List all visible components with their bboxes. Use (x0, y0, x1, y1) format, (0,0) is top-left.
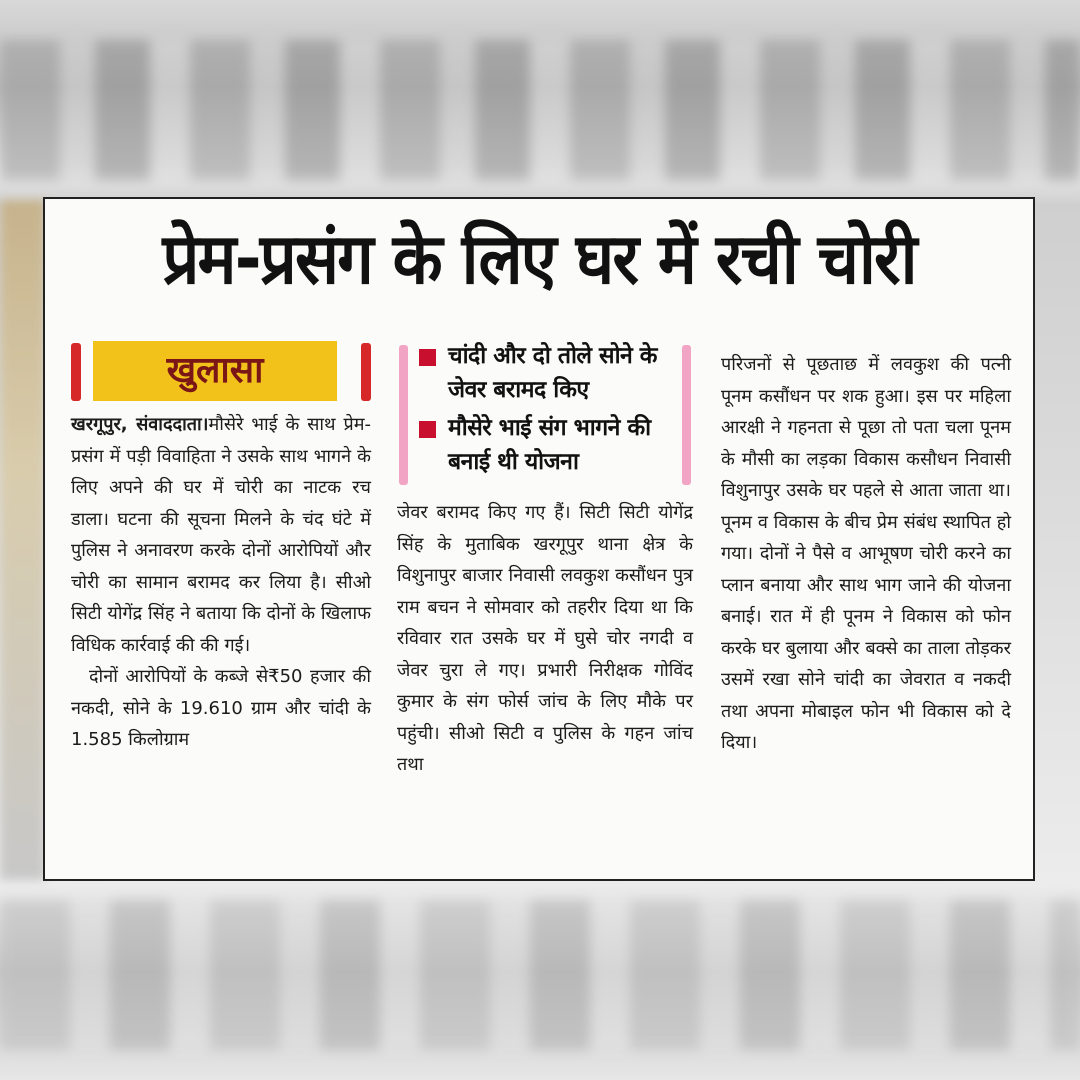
highlight-item (419, 411, 669, 479)
paragraph-text: मौसेरे भाई के साथ प्रेम-प्रसंग में पड़ी विवाहिता ने उसके साथ भागने के लिए अपने की घर में चोरी का नाटक रच डाला। घटना की सूचना मिलने के चंद घंटे में पुलिस ने अनावरण करके दोनों आरोपियों और चोरी का सामान बरामद कर लिया है। सीओ सिटी योगेंद्र सिंह ने बताया कि दोनों के खिलाफ विधिक कार्रवाई की की गई। (71, 414, 371, 656)
blurred-background-left (0, 200, 45, 880)
column-2 (397, 339, 693, 781)
article-paragraph-1 (71, 409, 371, 661)
square-bullet-icon (419, 421, 436, 438)
square-bullet-icon (419, 349, 436, 366)
tag-label: खुलासा (93, 341, 337, 401)
highlight-text: मौसेरे भाई संग भागने की बनाई थी योजना (448, 415, 651, 475)
highlights-box (397, 339, 693, 487)
highlights-list (419, 339, 669, 483)
blurred-background-bottom (0, 900, 1080, 1050)
newspaper-clipping (43, 197, 1035, 881)
highlight-right-bar (682, 345, 691, 485)
column-3 (721, 349, 1011, 759)
highlight-text: चांदी और दो तोले सोने के जेवर बरामद किए (448, 343, 657, 403)
highlight-left-bar (399, 345, 408, 485)
article-paragraph-3: जेवर बरामद किए गए हैं। सिटी सिटी योगेंद्र सिंह के मुताबिक खरगूपुर थाना क्षेत्र के विशुनापुर बाजार निवासी लवकुश कसौंधन पुत्र राम बचन ने सोमवार को तहरीर दिया था कि रविवार रात उसके घर में घुसे चोर नगदी व जेवर चुरा ले गए। प्रभारी निरीक्षक गोविंद कुमार के संग फोर्स जांच के लिए मौके पर पहुंची। सीओ सिटी व पुलिस के गहन जांच तथा (397, 502, 693, 775)
article-paragraph-4: परिजनों से पूछताछ में लवकुश की पत्नी पूनम कसौंधन पर शक हुआ। इस पर महिला आरक्षी ने गहनता से पूछा तो पता चला पूनम के मौसी का लड़का विकास कसौधन निवासी विशुनापुर उसके घर पहले से आता जाता था। पूनम व विकास के बीच प्रेम संबंध स्थापित हो गया। दोनों ने पैसे व आभूषण चोरी करने का प्लान बनाया और साथ भाग जाने की योजना बनाई। रात में ही पूनम ने विकास को फोन करके घर बुलाया और बक्से का ताला तोड़कर उसमें रखा सोने चांदी का जेवरात व नकदी तथा अपना मोबाइल फोन भी विकास को दे दिया। (721, 354, 1011, 753)
column-1 (71, 339, 371, 756)
blurred-background-top (0, 40, 1080, 180)
byline: खरगूपुर, संवाददाता। (71, 414, 209, 435)
section-tag (71, 339, 371, 401)
headline: प्रेम-प्रसंग के लिए घर में रची चोरी (162, 218, 916, 300)
tag-left-bar (71, 343, 81, 401)
article-paragraph-2: दोनों आरोपियों के कब्जे से₹50 हजार की नकदी, सोने के 19.610 ग्राम और चांदी के 1.585 किलोग्राम (71, 666, 371, 750)
highlight-item (419, 339, 669, 407)
tag-right-bar (361, 343, 371, 401)
